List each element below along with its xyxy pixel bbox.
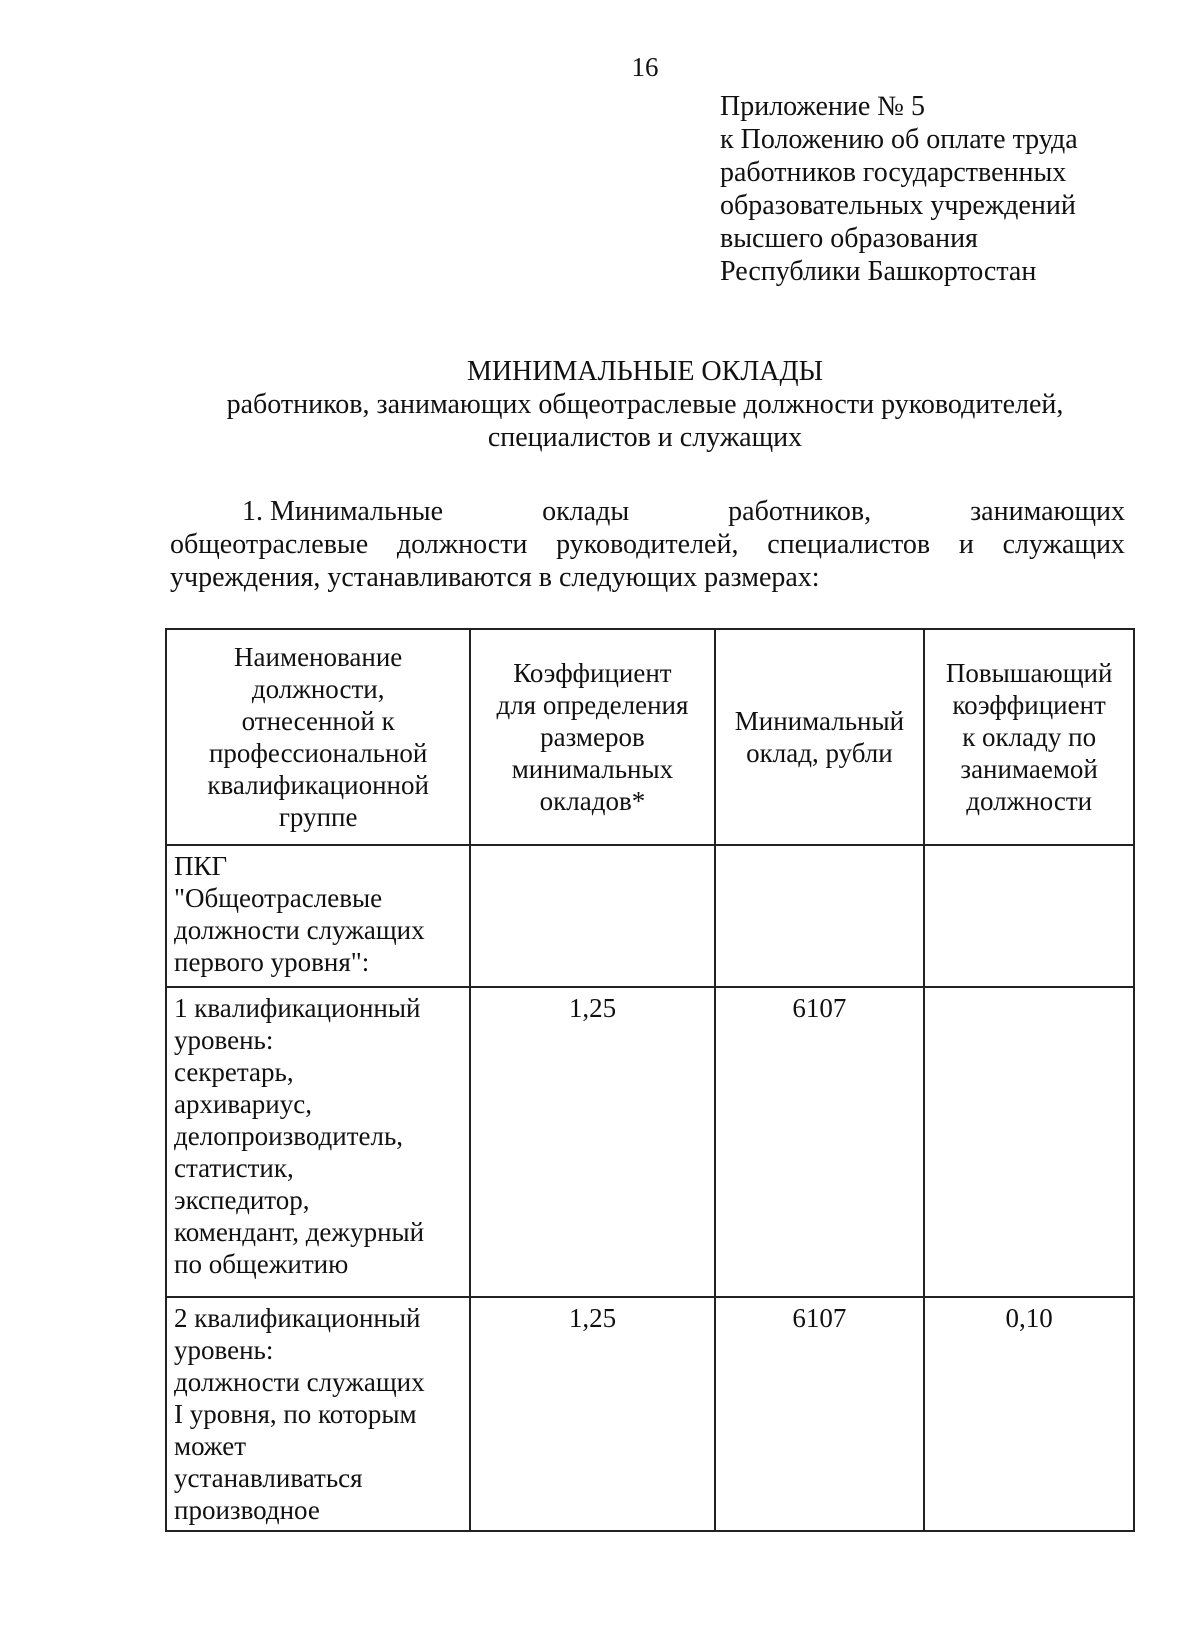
header-coefficient: Коэффициент для определения размеров минимальных окладов* (470, 629, 714, 845)
paragraph-word: общеотраслевые (170, 529, 369, 560)
paragraph-word: оклады (542, 496, 630, 527)
appendix-line: высшего образования (720, 223, 978, 254)
table-row (166, 987, 1134, 1297)
cell-coefficient: 1,25 (470, 1297, 714, 1531)
appendix-reference (720, 90, 1078, 288)
document-heading (0, 355, 1200, 454)
intro-paragraph (170, 495, 1125, 594)
paragraph-word: руководителей, (556, 529, 739, 560)
paragraph-line (170, 528, 1125, 561)
appendix-line: работников государственных (720, 157, 1067, 188)
paragraph-word: занимающих (970, 496, 1125, 527)
appendix-line: к Положению об оплате труда (720, 124, 1078, 155)
paragraph-line (170, 495, 1125, 528)
cell-coefficient (470, 845, 714, 987)
cell-increase-coefficient (924, 987, 1134, 1297)
cell-position-name: 1 квалификационный уровень: секретарь, архивариус, делопроизводитель, статистик, экспедитор, комендант, дежурный по общежитию (166, 987, 470, 1297)
cell-increase-coefficient (924, 845, 1134, 987)
table-row (166, 1297, 1134, 1531)
table-header-row (166, 629, 1134, 845)
paragraph-word: и (958, 529, 974, 560)
cell-minimum-salary: 6107 (715, 1297, 925, 1531)
page-number: 16 (631, 52, 659, 82)
cell-minimum-salary: 6107 (715, 987, 925, 1297)
header-minimum-salary: Минимальный оклад, рубли (715, 629, 925, 845)
paragraph-word: служащих (1002, 529, 1125, 560)
paragraph-word: 1. Минимальные (242, 496, 444, 527)
cell-increase-coefficient: 0,10 (924, 1297, 1134, 1531)
cell-coefficient: 1,25 (470, 987, 714, 1297)
appendix-line: образовательных учреждений (720, 190, 1076, 221)
appendix-line: Республики Башкортостан (720, 256, 1037, 287)
cell-minimum-salary (715, 845, 925, 987)
header-increase-coefficient: Повышающий коэффициент к окладу по занимаемой должности (924, 629, 1134, 845)
header-position-name: Наименование должности, отнесенной к профессиональной квалификационной группе (166, 629, 470, 845)
cell-position-name: ПКГ "Общеотраслевые должности служащих первого уровня": (166, 845, 470, 987)
document-subtitle-line: специалистов и служащих (487, 422, 803, 453)
salary-table (165, 628, 1135, 1532)
cell-position-name: 2 квалификационный уровень: должности служащих I уровня, по которым может устанавливаться производное (166, 1297, 470, 1531)
paragraph-word: специалистов (767, 529, 931, 560)
document-subtitle-line: работников, занимающих общеотраслевые должности руководителей, (226, 389, 1064, 420)
paragraph-word: работников, (728, 496, 872, 527)
paragraph-line: учреждения, устанавливаются в следующих размерах: (170, 562, 820, 593)
appendix-line: Приложение № 5 (720, 91, 925, 122)
table-group-row (166, 845, 1134, 987)
paragraph-word: должности (396, 529, 528, 560)
document-title: МИНИМАЛЬНЫЕ ОКЛАДЫ (466, 356, 824, 387)
